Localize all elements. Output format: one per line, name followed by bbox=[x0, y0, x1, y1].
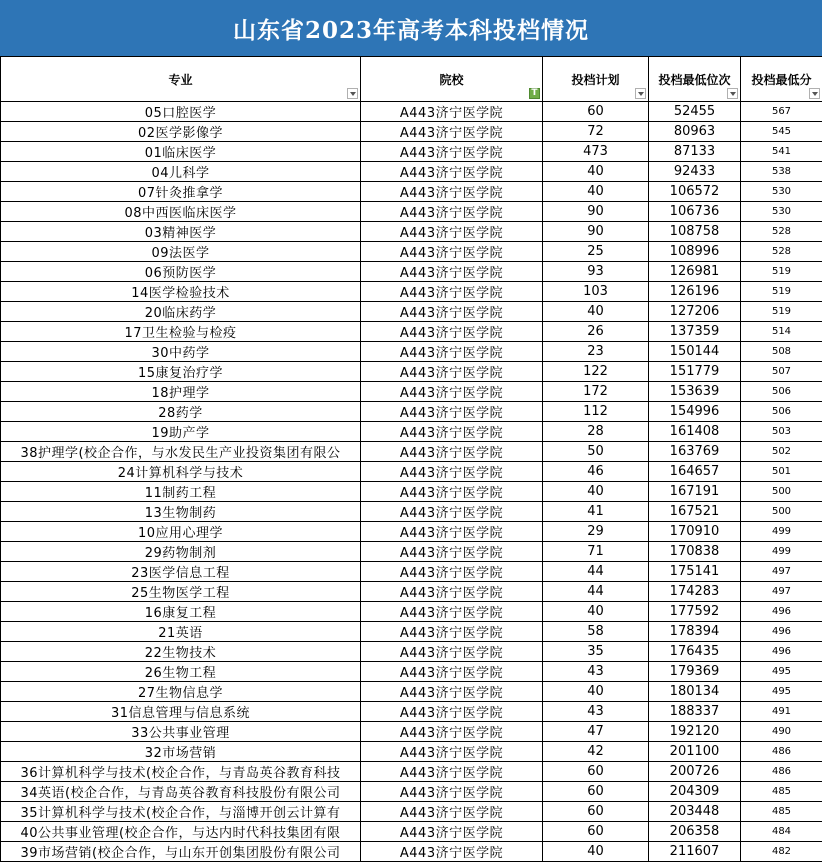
cell-major[interactable]: 24计算机科学与技术 bbox=[1, 462, 361, 482]
table-row[interactable] bbox=[1, 162, 822, 182]
cell-min-rank[interactable]: 175141 bbox=[649, 562, 741, 582]
cell-school[interactable]: A443济宁医学院 bbox=[361, 442, 543, 462]
filter-dropdown-plan[interactable] bbox=[635, 88, 646, 99]
cell-min-score[interactable]: 486 bbox=[741, 742, 822, 762]
table-row[interactable] bbox=[1, 662, 822, 682]
cell-school[interactable]: A443济宁医学院 bbox=[361, 302, 543, 322]
chevron-down-icon bbox=[350, 92, 356, 96]
cell-school[interactable]: A443济宁医学院 bbox=[361, 522, 543, 542]
cell-min-rank[interactable]: 164657 bbox=[649, 462, 741, 482]
filter-dropdown-min-rank[interactable] bbox=[727, 88, 738, 99]
cell-school[interactable]: A443济宁医学院 bbox=[361, 782, 543, 802]
header-min-score-label: 投档最低分 bbox=[751, 73, 811, 87]
header-school-label: 院校 bbox=[439, 73, 463, 87]
cell-major[interactable]: 31信息管理与信息系统 bbox=[1, 702, 361, 722]
filter-funnel-icon: T bbox=[531, 89, 537, 98]
cell-plan[interactable]: 46 bbox=[543, 462, 649, 482]
cell-school[interactable]: A443济宁医学院 bbox=[361, 402, 543, 422]
cell-school[interactable]: A443济宁医学院 bbox=[361, 722, 543, 742]
cell-school[interactable]: A443济宁医学院 bbox=[361, 842, 543, 862]
cell-plan[interactable]: 26 bbox=[543, 322, 649, 342]
cell-major[interactable]: 25生物医学工程 bbox=[1, 582, 361, 602]
table-row[interactable] bbox=[1, 722, 822, 742]
cell-min-score[interactable]: 497 bbox=[741, 562, 822, 582]
header-plan-label: 投档计划 bbox=[571, 73, 619, 87]
cell-min-rank[interactable]: 52455 bbox=[649, 102, 741, 122]
header-school[interactable] bbox=[361, 57, 543, 102]
cell-plan[interactable]: 35 bbox=[543, 642, 649, 662]
table-row[interactable] bbox=[1, 422, 822, 442]
cell-plan[interactable]: 29 bbox=[543, 522, 649, 542]
cell-plan[interactable]: 60 bbox=[543, 782, 649, 802]
cell-school[interactable]: A443济宁医学院 bbox=[361, 222, 543, 242]
table-row[interactable] bbox=[1, 482, 822, 502]
header-min-rank[interactable] bbox=[649, 57, 741, 102]
cell-min-score[interactable]: 519 bbox=[741, 282, 822, 302]
cell-major[interactable]: 09法医学 bbox=[1, 242, 361, 262]
cell-plan[interactable]: 40 bbox=[543, 182, 649, 202]
cell-school[interactable]: A443济宁医学院 bbox=[361, 482, 543, 502]
cell-school[interactable]: A443济宁医学院 bbox=[361, 462, 543, 482]
cell-min-rank[interactable]: 126981 bbox=[649, 262, 741, 282]
cell-major[interactable]: 13生物制药 bbox=[1, 502, 361, 522]
cell-min-rank[interactable]: 201100 bbox=[649, 742, 741, 762]
cell-plan[interactable]: 43 bbox=[543, 702, 649, 722]
cell-min-rank[interactable]: 167521 bbox=[649, 502, 741, 522]
cell-major[interactable]: 01临床医学 bbox=[1, 142, 361, 162]
cell-min-score[interactable]: 495 bbox=[741, 682, 822, 702]
cell-major[interactable]: 04儿科学 bbox=[1, 162, 361, 182]
cell-min-rank[interactable]: 80963 bbox=[649, 122, 741, 142]
table-row[interactable] bbox=[1, 282, 822, 302]
cell-min-rank[interactable]: 211607 bbox=[649, 842, 741, 862]
cell-major[interactable]: 33公共事业管理 bbox=[1, 722, 361, 742]
cell-min-rank[interactable]: 106572 bbox=[649, 182, 741, 202]
cell-school[interactable]: A443济宁医学院 bbox=[361, 362, 543, 382]
cell-min-rank[interactable]: 151779 bbox=[649, 362, 741, 382]
cell-plan[interactable]: 40 bbox=[543, 842, 649, 862]
cell-min-score[interactable]: 508 bbox=[741, 342, 822, 362]
cell-min-rank[interactable]: 163769 bbox=[649, 442, 741, 462]
cell-min-rank[interactable]: 127206 bbox=[649, 302, 741, 322]
cell-min-score[interactable]: 499 bbox=[741, 522, 822, 542]
table-row[interactable] bbox=[1, 322, 822, 342]
cell-min-rank[interactable]: 137359 bbox=[649, 322, 741, 342]
cell-min-rank[interactable]: 178394 bbox=[649, 622, 741, 642]
cell-min-score[interactable]: 538 bbox=[741, 162, 822, 182]
cell-min-score[interactable]: 519 bbox=[741, 262, 822, 282]
cell-major[interactable]: 38护理学(校企合作，与水发民生产业投资集团有限公 bbox=[1, 442, 361, 462]
cell-min-score[interactable]: 530 bbox=[741, 202, 822, 222]
cell-school[interactable]: A443济宁医学院 bbox=[361, 582, 543, 602]
cell-min-score[interactable]: 528 bbox=[741, 222, 822, 242]
cell-min-score[interactable]: 506 bbox=[741, 402, 822, 422]
table-row[interactable] bbox=[1, 822, 822, 842]
cell-min-score[interactable]: 506 bbox=[741, 382, 822, 402]
cell-min-rank[interactable]: 170838 bbox=[649, 542, 741, 562]
table-row[interactable] bbox=[1, 642, 822, 662]
table-row[interactable] bbox=[1, 362, 822, 382]
table-row[interactable] bbox=[1, 602, 822, 622]
cell-min-rank[interactable]: 170910 bbox=[649, 522, 741, 542]
cell-plan[interactable]: 90 bbox=[543, 202, 649, 222]
cell-school[interactable]: A443济宁医学院 bbox=[361, 342, 543, 362]
cell-plan[interactable]: 40 bbox=[543, 162, 649, 182]
admission-table bbox=[0, 56, 822, 862]
cell-min-rank[interactable]: 206358 bbox=[649, 822, 741, 842]
table-row[interactable] bbox=[1, 202, 822, 222]
cell-school[interactable]: A443济宁医学院 bbox=[361, 682, 543, 702]
cell-plan[interactable]: 112 bbox=[543, 402, 649, 422]
filter-dropdown-min-score[interactable] bbox=[809, 88, 820, 99]
cell-school[interactable]: A443济宁医学院 bbox=[361, 322, 543, 342]
cell-plan[interactable]: 90 bbox=[543, 222, 649, 242]
table-row[interactable] bbox=[1, 762, 822, 782]
table-body bbox=[1, 102, 822, 862]
cell-min-score[interactable]: 503 bbox=[741, 422, 822, 442]
cell-school[interactable]: A443济宁医学院 bbox=[361, 142, 543, 162]
title-bar bbox=[0, 0, 822, 57]
cell-major[interactable]: 28药学 bbox=[1, 402, 361, 422]
cell-min-score[interactable]: 530 bbox=[741, 182, 822, 202]
cell-major[interactable]: 21英语 bbox=[1, 622, 361, 642]
cell-min-rank[interactable]: 167191 bbox=[649, 482, 741, 502]
cell-plan[interactable]: 47 bbox=[543, 722, 649, 742]
cell-school[interactable]: A443济宁医学院 bbox=[361, 182, 543, 202]
header-plan[interactable] bbox=[543, 57, 649, 102]
cell-major[interactable]: 16康复工程 bbox=[1, 602, 361, 622]
cell-min-score[interactable]: 484 bbox=[741, 822, 822, 842]
cell-plan[interactable]: 42 bbox=[543, 742, 649, 762]
cell-major[interactable]: 27生物信息学 bbox=[1, 682, 361, 702]
table-row[interactable] bbox=[1, 802, 822, 822]
cell-min-rank[interactable]: 174283 bbox=[649, 582, 741, 602]
table-row[interactable] bbox=[1, 462, 822, 482]
table-row[interactable] bbox=[1, 142, 822, 162]
table-row[interactable] bbox=[1, 442, 822, 462]
cell-major[interactable]: 19助产学 bbox=[1, 422, 361, 442]
cell-major[interactable]: 05口腔医学 bbox=[1, 102, 361, 122]
table-row[interactable] bbox=[1, 182, 822, 202]
cell-min-rank[interactable]: 161408 bbox=[649, 422, 741, 442]
cell-min-rank[interactable]: 106736 bbox=[649, 202, 741, 222]
cell-min-rank[interactable]: 188337 bbox=[649, 702, 741, 722]
cell-plan[interactable]: 43 bbox=[543, 662, 649, 682]
cell-major[interactable]: 39市场营销(校企合作，与山东开创集团股份有限公司 bbox=[1, 842, 361, 862]
cell-major[interactable]: 36计算机科学与技术(校企合作，与青岛英谷教育科技 bbox=[1, 762, 361, 782]
cell-plan[interactable]: 93 bbox=[543, 262, 649, 282]
cell-min-score[interactable]: 499 bbox=[741, 542, 822, 562]
cell-min-score[interactable]: 545 bbox=[741, 122, 822, 142]
cell-min-score[interactable]: 496 bbox=[741, 602, 822, 622]
table-row[interactable] bbox=[1, 262, 822, 282]
sheet-title: 山东省2023年高考本科投档情况 bbox=[233, 12, 589, 45]
cell-major[interactable]: 06预防医学 bbox=[1, 262, 361, 282]
cell-major[interactable]: 34英语(校企合作，与青岛英谷教育科技股份有限公司 bbox=[1, 782, 361, 802]
cell-plan[interactable]: 60 bbox=[543, 102, 649, 122]
cell-plan[interactable]: 172 bbox=[543, 382, 649, 402]
cell-min-score[interactable]: 502 bbox=[741, 442, 822, 462]
cell-min-rank[interactable]: 176435 bbox=[649, 642, 741, 662]
cell-school[interactable]: A443济宁医学院 bbox=[361, 562, 543, 582]
cell-min-score[interactable]: 541 bbox=[741, 142, 822, 162]
cell-major[interactable]: 23医学信息工程 bbox=[1, 562, 361, 582]
cell-major[interactable]: 03精神医学 bbox=[1, 222, 361, 242]
cell-min-score[interactable]: 490 bbox=[741, 722, 822, 742]
cell-major[interactable]: 08中西医临床医学 bbox=[1, 202, 361, 222]
table-row[interactable] bbox=[1, 582, 822, 602]
cell-school[interactable]: A443济宁医学院 bbox=[361, 662, 543, 682]
cell-min-rank[interactable]: 153639 bbox=[649, 382, 741, 402]
cell-plan[interactable]: 44 bbox=[543, 562, 649, 582]
cell-major[interactable]: 30中药学 bbox=[1, 342, 361, 362]
cell-min-score[interactable]: 500 bbox=[741, 482, 822, 502]
cell-plan[interactable]: 41 bbox=[543, 502, 649, 522]
cell-major[interactable]: 02医学影像学 bbox=[1, 122, 361, 142]
cell-min-score[interactable]: 519 bbox=[741, 302, 822, 322]
cell-min-rank[interactable]: 177592 bbox=[649, 602, 741, 622]
header-min-score[interactable] bbox=[741, 57, 822, 102]
cell-plan[interactable]: 71 bbox=[543, 542, 649, 562]
cell-plan[interactable]: 44 bbox=[543, 582, 649, 602]
cell-min-score[interactable]: 491 bbox=[741, 702, 822, 722]
cell-min-score[interactable]: 497 bbox=[741, 582, 822, 602]
cell-school[interactable]: A443济宁医学院 bbox=[361, 622, 543, 642]
cell-min-rank[interactable]: 192120 bbox=[649, 722, 741, 742]
cell-school[interactable]: A443济宁医学院 bbox=[361, 422, 543, 442]
chevron-down-icon bbox=[812, 92, 818, 96]
cell-major[interactable]: 40公共事业管理(校企合作，与达内时代科技集团有限 bbox=[1, 822, 361, 842]
header-row bbox=[1, 57, 822, 102]
cell-plan[interactable]: 58 bbox=[543, 622, 649, 642]
cell-school[interactable]: A443济宁医学院 bbox=[361, 642, 543, 662]
cell-major[interactable]: 14医学检验技术 bbox=[1, 282, 361, 302]
cell-major[interactable]: 11制药工程 bbox=[1, 482, 361, 502]
cell-school[interactable]: A443济宁医学院 bbox=[361, 542, 543, 562]
cell-min-rank[interactable]: 108758 bbox=[649, 222, 741, 242]
cell-school[interactable]: A443济宁医学院 bbox=[361, 502, 543, 522]
cell-min-score[interactable]: 496 bbox=[741, 622, 822, 642]
cell-min-score[interactable]: 507 bbox=[741, 362, 822, 382]
cell-major[interactable]: 18护理学 bbox=[1, 382, 361, 402]
table-row[interactable] bbox=[1, 502, 822, 522]
cell-plan[interactable]: 60 bbox=[543, 762, 649, 782]
cell-min-rank[interactable]: 150144 bbox=[649, 342, 741, 362]
cell-min-score[interactable]: 514 bbox=[741, 322, 822, 342]
table-row[interactable] bbox=[1, 122, 822, 142]
cell-min-rank[interactable]: 87133 bbox=[649, 142, 741, 162]
cell-plan[interactable]: 40 bbox=[543, 682, 649, 702]
cell-min-score[interactable]: 486 bbox=[741, 762, 822, 782]
cell-min-rank[interactable]: 126196 bbox=[649, 282, 741, 302]
table-row[interactable] bbox=[1, 402, 822, 422]
header-min-rank-label: 投档最低位次 bbox=[658, 73, 730, 87]
cell-school[interactable]: A443济宁医学院 bbox=[361, 162, 543, 182]
cell-plan[interactable]: 40 bbox=[543, 482, 649, 502]
table-row[interactable] bbox=[1, 842, 822, 862]
cell-school[interactable]: A443济宁医学院 bbox=[361, 282, 543, 302]
cell-school[interactable]: A443济宁医学院 bbox=[361, 262, 543, 282]
cell-min-rank[interactable]: 179369 bbox=[649, 662, 741, 682]
cell-school[interactable]: A443济宁医学院 bbox=[361, 802, 543, 822]
cell-major[interactable]: 22生物技术 bbox=[1, 642, 361, 662]
cell-plan[interactable]: 40 bbox=[543, 602, 649, 622]
cell-min-rank[interactable]: 180134 bbox=[649, 682, 741, 702]
cell-major[interactable]: 26生物工程 bbox=[1, 662, 361, 682]
cell-school[interactable]: A443济宁医学院 bbox=[361, 822, 543, 842]
cell-school[interactable]: A443济宁医学院 bbox=[361, 242, 543, 262]
header-major-label: 专业 bbox=[168, 73, 192, 87]
cell-major[interactable]: 15康复治疗学 bbox=[1, 362, 361, 382]
cell-min-score[interactable]: 495 bbox=[741, 662, 822, 682]
filter-dropdown-school[interactable] bbox=[529, 88, 540, 99]
cell-min-rank[interactable]: 200726 bbox=[649, 762, 741, 782]
table-row[interactable] bbox=[1, 702, 822, 722]
cell-min-score[interactable]: 496 bbox=[741, 642, 822, 662]
table-row[interactable] bbox=[1, 562, 822, 582]
cell-major[interactable]: 20临床药学 bbox=[1, 302, 361, 322]
cell-plan[interactable]: 103 bbox=[543, 282, 649, 302]
table-row[interactable] bbox=[1, 782, 822, 802]
cell-school[interactable]: A443济宁医学院 bbox=[361, 102, 543, 122]
chevron-down-icon bbox=[730, 92, 736, 96]
cell-plan[interactable]: 473 bbox=[543, 142, 649, 162]
cell-min-score[interactable]: 567 bbox=[741, 102, 822, 122]
cell-school[interactable]: A443济宁医学院 bbox=[361, 742, 543, 762]
cell-min-score[interactable]: 528 bbox=[741, 242, 822, 262]
cell-plan[interactable]: 23 bbox=[543, 342, 649, 362]
cell-school[interactable]: A443济宁医学院 bbox=[361, 122, 543, 142]
cell-major[interactable]: 17卫生检验与检疫 bbox=[1, 322, 361, 342]
cell-min-score[interactable]: 501 bbox=[741, 462, 822, 482]
table-row[interactable] bbox=[1, 242, 822, 262]
table-row[interactable] bbox=[1, 302, 822, 322]
filter-dropdown-major[interactable] bbox=[347, 88, 358, 99]
cell-plan[interactable]: 40 bbox=[543, 302, 649, 322]
cell-plan[interactable]: 60 bbox=[543, 822, 649, 842]
chevron-down-icon bbox=[638, 92, 644, 96]
cell-min-score[interactable]: 500 bbox=[741, 502, 822, 522]
table-row[interactable] bbox=[1, 542, 822, 562]
cell-min-rank[interactable]: 154996 bbox=[649, 402, 741, 422]
table-row[interactable] bbox=[1, 102, 822, 122]
cell-plan[interactable]: 28 bbox=[543, 422, 649, 442]
cell-plan[interactable]: 72 bbox=[543, 122, 649, 142]
table-row[interactable] bbox=[1, 382, 822, 402]
cell-major[interactable]: 32市场营销 bbox=[1, 742, 361, 762]
table-row[interactable] bbox=[1, 342, 822, 362]
cell-min-rank[interactable]: 203448 bbox=[649, 802, 741, 822]
cell-school[interactable]: A443济宁医学院 bbox=[361, 202, 543, 222]
cell-major[interactable]: 29药物制剂 bbox=[1, 542, 361, 562]
cell-min-score[interactable]: 482 bbox=[741, 842, 822, 862]
table-row[interactable] bbox=[1, 682, 822, 702]
table-row[interactable] bbox=[1, 622, 822, 642]
cell-min-rank[interactable]: 108996 bbox=[649, 242, 741, 262]
cell-min-score[interactable]: 485 bbox=[741, 782, 822, 802]
table-row[interactable] bbox=[1, 222, 822, 242]
cell-school[interactable]: A443济宁医学院 bbox=[361, 602, 543, 622]
cell-school[interactable]: A443济宁医学院 bbox=[361, 382, 543, 402]
cell-plan[interactable]: 25 bbox=[543, 242, 649, 262]
table-row[interactable] bbox=[1, 522, 822, 542]
table-row[interactable] bbox=[1, 742, 822, 762]
cell-min-rank[interactable]: 204309 bbox=[649, 782, 741, 802]
cell-major[interactable]: 35计算机科学与技术(校企合作，与淄博开创云计算有 bbox=[1, 802, 361, 822]
cell-plan[interactable]: 60 bbox=[543, 802, 649, 822]
cell-major[interactable]: 07针灸推拿学 bbox=[1, 182, 361, 202]
cell-min-score[interactable]: 485 bbox=[741, 802, 822, 822]
cell-min-rank[interactable]: 92433 bbox=[649, 162, 741, 182]
header-major[interactable] bbox=[1, 57, 361, 102]
cell-school[interactable]: A443济宁医学院 bbox=[361, 762, 543, 782]
cell-plan[interactable]: 122 bbox=[543, 362, 649, 382]
cell-plan[interactable]: 50 bbox=[543, 442, 649, 462]
cell-major[interactable]: 10应用心理学 bbox=[1, 522, 361, 542]
cell-school[interactable]: A443济宁医学院 bbox=[361, 702, 543, 722]
